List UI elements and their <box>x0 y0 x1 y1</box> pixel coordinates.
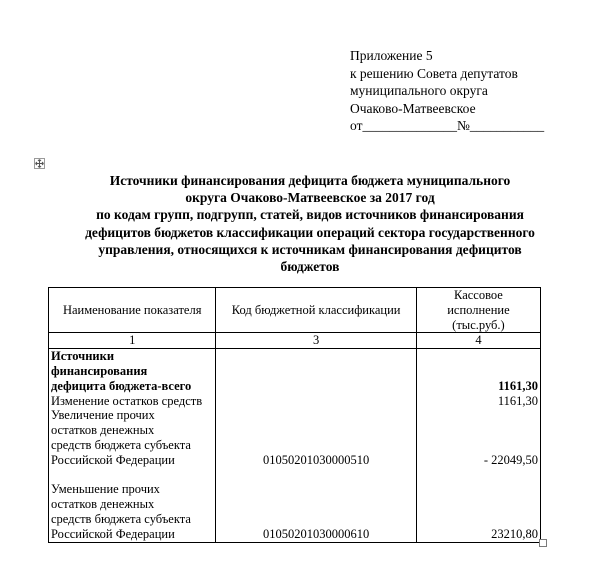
decrease-value: 23210,80 <box>491 526 538 541</box>
decrease-name-line: средств бюджета субъекта <box>51 511 191 526</box>
spacer <box>419 482 538 497</box>
appendix-header <box>350 47 544 135</box>
spacer <box>419 408 538 423</box>
spacer <box>419 497 538 512</box>
title-line: бюджетов <box>280 259 340 275</box>
code-column-cell <box>216 349 416 542</box>
header-name: Наименование показателя <box>49 288 216 333</box>
table-move-icon[interactable] <box>34 158 45 169</box>
spacer <box>218 438 413 453</box>
appendix-line: Приложение 5 <box>350 48 433 63</box>
spacer <box>419 468 538 483</box>
decrease-name-line: остатков денежных <box>51 497 155 512</box>
appendix-line: от______________№___________ <box>350 118 545 133</box>
header-code: Код бюджетной классификации <box>216 288 416 333</box>
total-name-line: дефицита бюджета-всего <box>51 378 192 393</box>
title-line: дефицитов бюджетов классификации операций сектора государственного <box>85 224 535 240</box>
change-name: Изменение остатков средств <box>51 393 203 408</box>
increase-name-line: Увеличение прочих <box>51 408 155 423</box>
column-number: 1 <box>49 333 216 349</box>
four-arrow-move-icon <box>35 159 44 168</box>
document-title <box>40 172 580 275</box>
spacer <box>419 512 538 527</box>
spacer <box>419 423 538 438</box>
spacer <box>51 468 213 483</box>
change-value: 1161,30 <box>497 393 538 408</box>
spacer <box>218 468 413 483</box>
total-value: 1161,30 <box>498 378 538 393</box>
decrease-name-line: Уменьшение прочих <box>51 482 160 497</box>
spacer <box>218 349 413 364</box>
table-resize-handle[interactable] <box>539 539 547 547</box>
total-name-line: Источники <box>51 349 115 364</box>
spacer <box>218 512 413 527</box>
title-line: Источники финансирования дефицита бюджета муниципального <box>109 173 511 188</box>
increase-code: 01050201030000510 <box>263 452 370 467</box>
spacer <box>218 497 413 512</box>
title-line: округа Очаково-Матвеевское за 2017 год <box>185 190 435 206</box>
header-amount-line: исполнение <box>447 302 510 317</box>
title-line: управления, относящихся к источникам финансирования дефицитов <box>98 241 522 257</box>
name-column-cell <box>49 349 216 542</box>
title-line: по кодам групп, подгрупп, статей, видов источников финансирования <box>96 207 524 223</box>
appendix-line: к решению Совета депутатов <box>350 65 518 81</box>
column-number: 3 <box>216 333 416 349</box>
spacer <box>218 379 413 394</box>
column-number: 4 <box>416 333 540 349</box>
spacer <box>419 364 538 379</box>
spacer <box>218 423 413 438</box>
amount-column-cell <box>416 349 540 542</box>
spacer <box>419 438 538 453</box>
header-amount-line: Кассовое <box>454 288 503 302</box>
header-amount <box>416 288 540 333</box>
appendix-line: муниципального округа <box>350 83 488 98</box>
decrease-code: 01050201030000610 <box>263 526 370 541</box>
table-body-row <box>49 349 541 542</box>
increase-name-line: Российской Федерации <box>51 452 175 467</box>
increase-value: - 22049,50 <box>483 452 538 467</box>
spacer <box>419 349 538 364</box>
decrease-name-line: Российской Федерации <box>51 526 175 541</box>
spacer <box>218 482 413 497</box>
appendix-line: Очаково-Матвеевское <box>350 100 476 116</box>
table-header-row <box>49 288 541 333</box>
spacer <box>218 364 413 379</box>
increase-name-line: остатков денежных <box>51 423 155 438</box>
column-numbers-row <box>49 333 541 349</box>
increase-name-line: средств бюджета субъекта <box>51 437 191 452</box>
spacer <box>218 394 413 409</box>
total-name-line: финансирования <box>51 363 148 378</box>
financing-sources-table <box>48 287 541 543</box>
spacer <box>218 408 413 423</box>
header-amount-line: (тыс.руб.) <box>452 317 505 332</box>
